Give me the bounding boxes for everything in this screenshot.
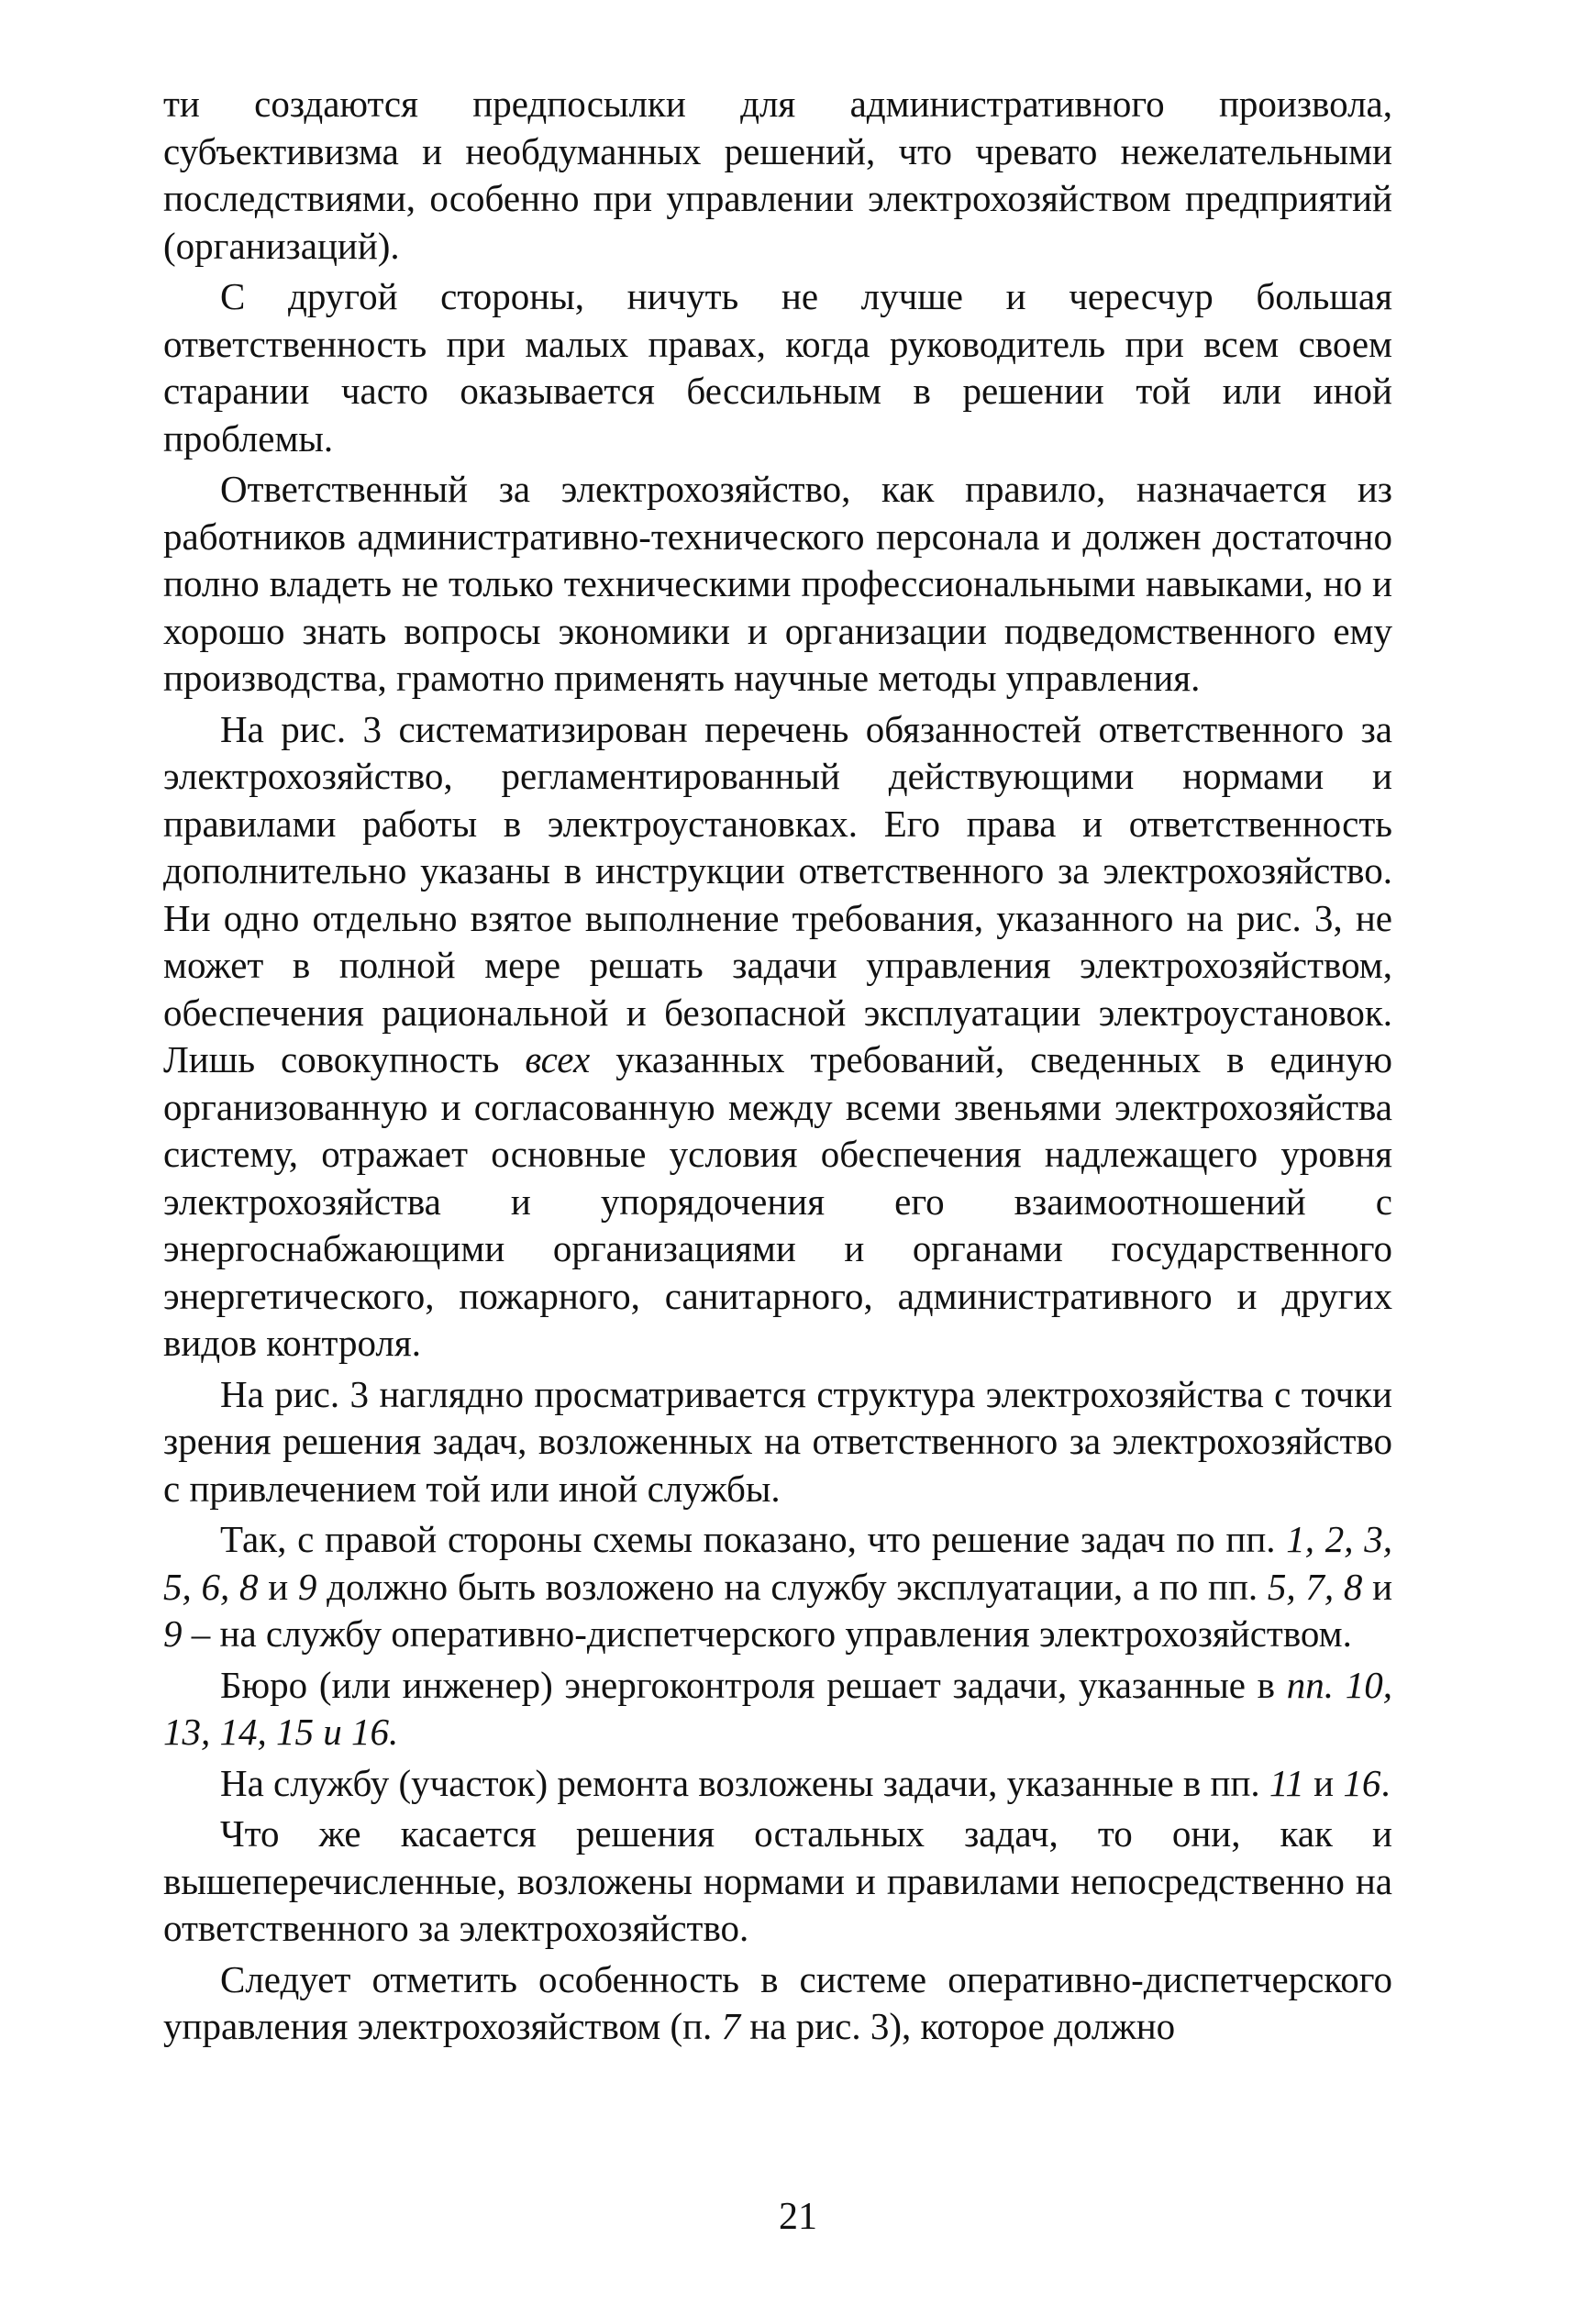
paragraph-7	[163, 1662, 1392, 1756]
text-run: Ответственный за электрохозяйство, как правило, назначается из работников административно-технического персонала и должен достаточно полно владеть не только техническими профессиональными навыками, но и хорошо знать вопросы экономики и организации подведомственного ему производства, грамотно применять научные методы управления.	[163, 468, 1392, 699]
paragraph-1	[163, 81, 1392, 270]
text-run: и	[1362, 1565, 1393, 1608]
paragraph-6	[163, 1516, 1392, 1658]
paragraph-5	[163, 1371, 1392, 1513]
text-run: Следует отметить особенность в системе оперативно-диспетчерского управления электрохозяйством (п.	[163, 1957, 1392, 2047]
italic-text-run: 1, 2, 3, 5, 6, 8	[163, 1518, 1392, 1608]
italic-text-run: 11	[1269, 1761, 1304, 1804]
paragraph-8	[163, 1760, 1392, 1808]
paragraph-9	[163, 1811, 1392, 1953]
text-run: и	[1303, 1761, 1344, 1804]
text-run: Что же касается решения остальных задач, то они, как и вышеперечисленные, возложены нормами и правилами непосредственно на ответственного за электрохозяйство.	[163, 1812, 1392, 1949]
text-run: С другой стороны, ничуть не лучше и чересчур большая ответственность при малых правах, когда руководитель при всем своем старании часто оказывается бессильным в решении той или иной проблемы.	[163, 275, 1392, 460]
text-run: ти создаются предпосылки для административного произвола, субъективизма и необдуманных решений, что чревато нежелательными последствиями, особенно при управлении электрохозяйством предприятий (организаций).	[163, 83, 1392, 267]
paragraph-10	[163, 1956, 1392, 2051]
text-run: должно быть возложено на службу эксплуатации, а по пп.	[316, 1565, 1268, 1608]
text-run: на рис. 3), которое должно	[740, 2005, 1176, 2047]
italic-text-run: 16	[1343, 1761, 1381, 1804]
italic-text-run: всех	[525, 1038, 591, 1080]
italic-text-run: пп. 10, 13, 14, 15 и 16.	[163, 1663, 1392, 1753]
paragraph-4	[163, 706, 1392, 1368]
text-run: .	[1380, 1761, 1391, 1804]
text-run: На рис. 3 наглядно просматривается структура электрохозяйства с точки зрения решения задач, возложенных на ответственного за электрохозяйство с привлечением той или иной службы.	[163, 1372, 1392, 1510]
text-run: и	[258, 1565, 298, 1608]
paragraph-2	[163, 273, 1392, 462]
text-run: – на службу оперативно-диспетчерского управления электрохозяйством.	[182, 1612, 1352, 1655]
text-run: Бюро (или инженер) энергоконтроля решает задачи, указанные в	[220, 1663, 1287, 1706]
page-number: 21	[779, 2196, 817, 2238]
text-run: На службу (участок) ремонта возложены задачи, указанные в пп.	[220, 1761, 1269, 1804]
page-body	[163, 81, 1392, 2055]
italic-text-run: 9	[297, 1565, 317, 1608]
text-run: указанных требований, сведенных в единую организованную и согласованную между всеми звеньями электрохозяйства систему, отражает основные условия обеспечения надлежащего уровня электрохозяйства и упорядочения его взаимоотношений с энергоснабжающими организациями и органами государственного энергетического, пожарного, санитарного, административного и других видов контроля.	[163, 1038, 1392, 1364]
italic-text-run: 5, 7, 8	[1267, 1565, 1363, 1608]
italic-text-run: 7	[721, 2005, 741, 2047]
text-run: На рис. 3 систематизирован перечень обязанностей ответственного за электрохозяйство, регламентированный действующими нормами и правилами работы в электроустановках. Его права и ответственность дополнительно указаны в инструкции ответственного за электрохозяйство. Ни одно отдельно взятое выполнение требования, указанного на рис. 3, не может в полной мере решать задачи управления электрохозяйством, обеспечения рациональной и безопасной эксплуатации электроустановок. Лишь совокупность	[163, 707, 1392, 1080]
paragraph-3	[163, 466, 1392, 703]
text-run: Так, с правой стороны схемы показано, что решение задач по пп.	[220, 1518, 1287, 1560]
italic-text-run: 9	[163, 1612, 183, 1655]
